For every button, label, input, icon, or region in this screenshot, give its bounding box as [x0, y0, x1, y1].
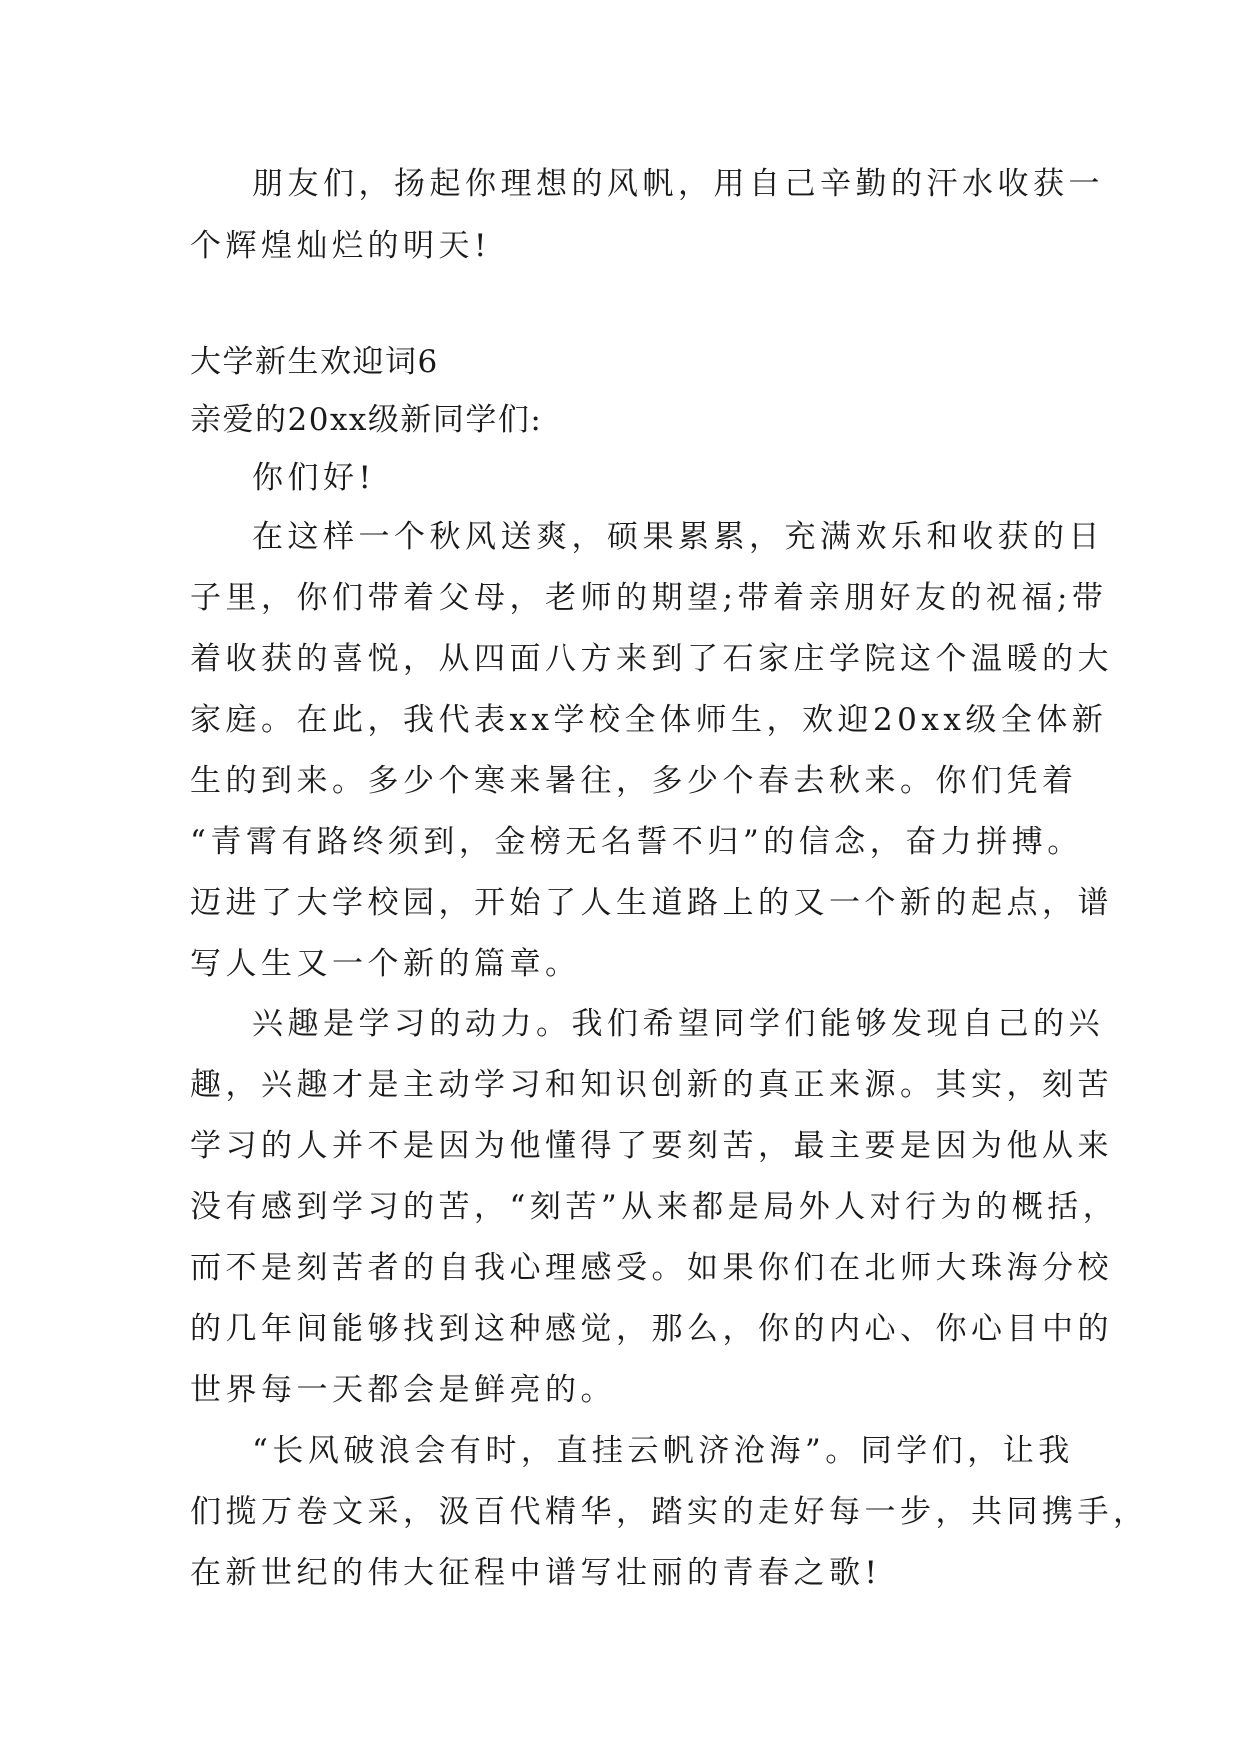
paragraph-2-line: 的几年间能够找到这种感觉，那么，你的内心、你心目中的 [190, 1311, 1113, 1347]
paragraph-2-line: 趣，兴趣才是主动学习和知识创新的真正来源。其实，刻苦 [190, 1067, 1113, 1103]
salutation: 亲爱的20xx级新同学们: [190, 402, 543, 438]
section-title: 大学新生欢迎词6 [190, 344, 439, 380]
intro-line-2: 个辉煌灿烂的明天! [190, 228, 491, 264]
paragraph-3-line: 们揽万卷文采，汲百代精华，踏实的走好每一步，共同携手， [190, 1494, 1149, 1530]
intro-line-1: 朋友们，扬起你理想的风帆，用自己辛勤的汗水收获一 [252, 166, 1104, 202]
paragraph-1-line: 着收获的喜悦，从四面八方来到了石家庄学院这个温暖的大 [190, 641, 1113, 677]
paragraph-2-line: 而不是刻苦者的自我心理感受。如果你们在北师大珠海分校 [190, 1250, 1113, 1286]
paragraph-3-line: 在新世纪的伟大征程中谱写壮丽的青春之歌! [190, 1555, 882, 1591]
paragraph-1-line: 写人生又一个新的篇章。 [190, 946, 581, 982]
paragraph-3-line: “长风破浪会有时，直挂云帆济沧海”。同学们，让我 [252, 1433, 1074, 1469]
paragraph-2-line: 没有感到学习的苦，“刻苦”从来都是局外人对行为的概括， [190, 1189, 1119, 1225]
paragraph-1-line: 迈进了大学校园，开始了人生道路上的又一个新的起点，谱 [190, 885, 1113, 921]
paragraph-2-line: 兴趣是学习的动力。我们希望同学们能够发现自己的兴 [252, 1006, 1104, 1042]
paragraph-1-line: 子里，你们带着父母，老师的期望;带着亲朋好友的祝福;带 [190, 580, 1108, 616]
paragraph-1-line: “青霄有路终须到，金榜无名誓不归”的信念，奋力拼搏。 [190, 824, 1083, 860]
greeting: 你们好! [252, 460, 376, 496]
paragraph-1-line: 在这样一个秋风送爽，硕果累累，充满欢乐和收获的日 [252, 519, 1104, 555]
paragraph-2-line: 世界每一天都会是鲜亮的。 [190, 1372, 616, 1408]
paragraph-2-line: 学习的人并不是因为他懂得了要刻苦，最主要是因为他从来 [190, 1128, 1113, 1164]
paragraph-1-line: 家庭。在此，我代表xx学校全体师生，欢迎20xx级全体新 [190, 702, 1108, 738]
paragraph-1-line: 生的到来。多少个寒来暑往，多少个春去秋来。你们凭着 [190, 763, 1078, 799]
